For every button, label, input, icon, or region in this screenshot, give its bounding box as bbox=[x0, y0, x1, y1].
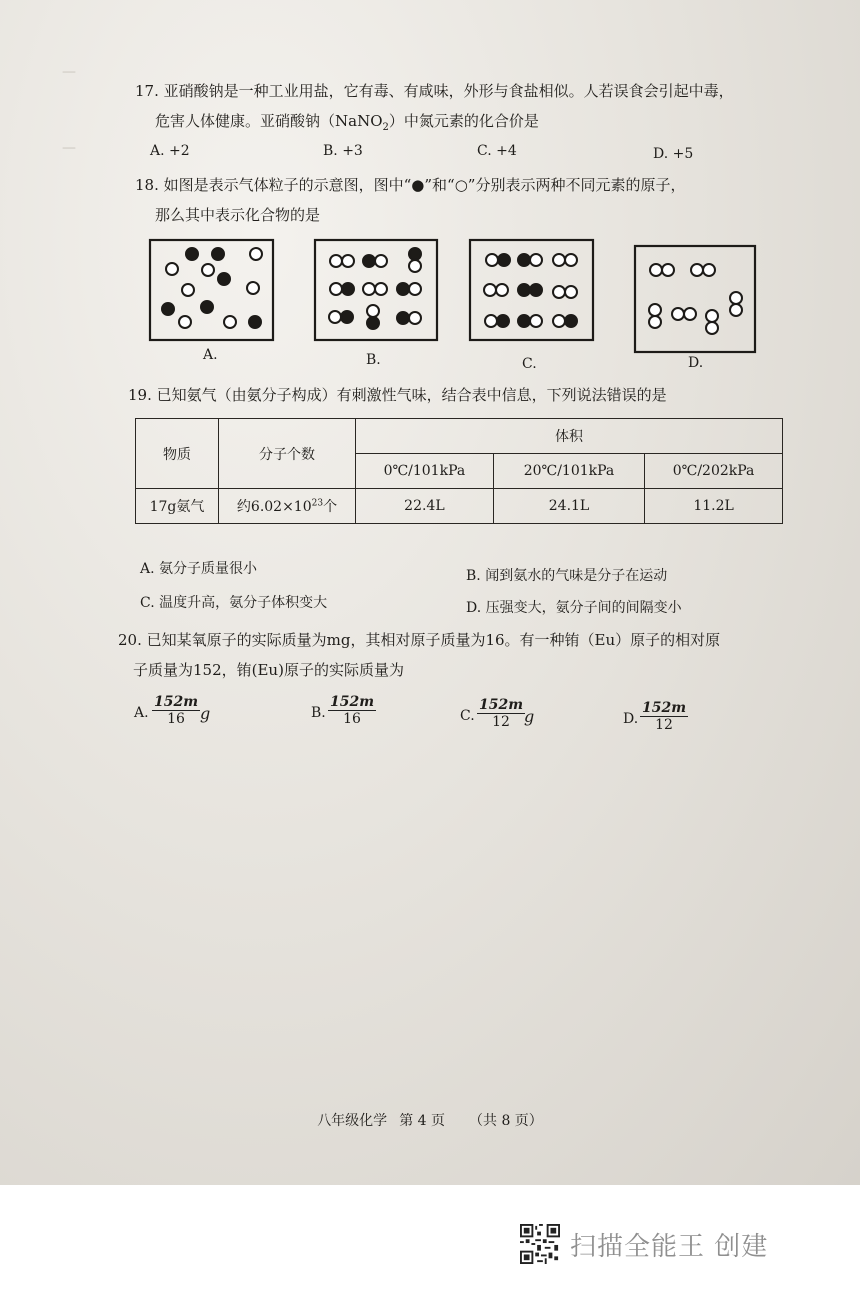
q20-option-a-label[interactable]: A. bbox=[134, 705, 149, 721]
q20-option-c-label[interactable]: C. bbox=[460, 708, 475, 724]
row-substance: 17g氨气 bbox=[136, 489, 219, 524]
volume-2: 24.1L bbox=[493, 489, 644, 524]
q20-option-d-label[interactable]: D. bbox=[623, 711, 639, 727]
q20-option-c-unit: g bbox=[524, 707, 535, 726]
condition-1: 0℃/101kPa bbox=[356, 454, 494, 489]
q17-option-b[interactable]: B. +3 bbox=[323, 143, 363, 159]
volume-3: 11.2L bbox=[645, 489, 783, 524]
bleed-mark: — bbox=[62, 64, 76, 80]
q19-option-c[interactable]: C. 温度升高，氨分子体积变大 bbox=[140, 595, 328, 611]
q19-option-b[interactable]: B. 闻到氨水的气味是分子在运动 bbox=[466, 568, 668, 584]
q19-line1: 19. 已知氨气（由氨分子构成）有刺激性气味，结合表中信息，下列说法错误的是 bbox=[128, 386, 667, 404]
diagram-a[interactable] bbox=[150, 240, 273, 340]
bleed-mark: — bbox=[62, 140, 76, 156]
ammonia-table bbox=[135, 418, 783, 524]
particle-diagrams bbox=[140, 232, 780, 377]
volume-1: 22.4L bbox=[356, 489, 494, 524]
header-substance: 物质 bbox=[136, 419, 219, 489]
q20-option-d-fraction: $\frac{152m}{12}$ bbox=[642, 700, 687, 733]
q17-option-a[interactable]: A. +2 bbox=[150, 143, 190, 159]
q20-option-a-unit: g bbox=[200, 704, 211, 723]
q17-option-c[interactable]: C. +4 bbox=[477, 143, 517, 159]
q20-line2: 子质量为152，铕(Eu)原子的实际质量为 bbox=[133, 661, 404, 679]
header-molecule-count: 分子个数 bbox=[219, 419, 356, 489]
page-footer bbox=[0, 1110, 860, 1130]
condition-2: 20℃/101kPa bbox=[493, 454, 644, 489]
q18-label-b[interactable]: B. bbox=[366, 352, 381, 368]
footer-subject: 八年级化学 bbox=[317, 1113, 388, 1129]
diagram-d[interactable] bbox=[635, 246, 755, 352]
q17-option-d[interactable]: D. +5 bbox=[653, 146, 694, 162]
q20-option-b-label[interactable]: B. bbox=[311, 705, 326, 721]
q18-line1: 18. 如图是表示气体粒子的示意图，图中“●”和“○”分别表示两种不同元素的原子， bbox=[135, 176, 686, 194]
q18-label-a[interactable]: A. bbox=[203, 347, 218, 363]
q20-option-c-fraction: $\frac{152m}{12}$ bbox=[479, 697, 524, 730]
q20-line1: 20. 已知某氧原子的实际质量为mg，其相对原子质量为16。有一种铕（Eu）原子的相对原 bbox=[118, 631, 721, 649]
footer-total: （共 8 页） bbox=[469, 1113, 543, 1129]
q19-option-d[interactable]: D. 压强变大，氨分子间的间隔变小 bbox=[466, 600, 682, 616]
q20-option-a-fraction: $\frac{152m}{16}$ bbox=[154, 694, 199, 727]
qr-code-icon bbox=[520, 1224, 560, 1264]
q18-label-d[interactable]: D. bbox=[688, 355, 704, 371]
footer-page: 第 4 页 bbox=[399, 1113, 445, 1129]
scanner-watermark bbox=[520, 1224, 780, 1264]
condition-3: 0℃/202kPa bbox=[645, 454, 783, 489]
q17-line2: 危害人体健康。亚硝酸钠（NaNO$_2$）中氮元素的化合价是 bbox=[155, 112, 539, 133]
q20-option-b-fraction: $\frac{152m}{16}$ bbox=[330, 694, 375, 727]
diagram-b[interactable] bbox=[315, 240, 437, 340]
q17-line1: 17. 亚硝酸钠是一种工业用盐，它有毒、有咸味，外形与食盐相似。人若误食会引起中毒， bbox=[135, 82, 734, 100]
diagram-c[interactable] bbox=[470, 240, 593, 340]
watermark-text: 扫描全能王 创建 bbox=[570, 1232, 769, 1262]
row-molecule-count: 约$6.02\times 10^{23}$个 bbox=[219, 489, 356, 524]
q18-label-c[interactable]: C. bbox=[522, 356, 537, 372]
q18-line2: 那么其中表示化合物的是 bbox=[155, 206, 321, 224]
header-volume: 体积 bbox=[356, 419, 783, 454]
q19-option-a[interactable]: A. 氨分子质量很小 bbox=[140, 561, 258, 577]
